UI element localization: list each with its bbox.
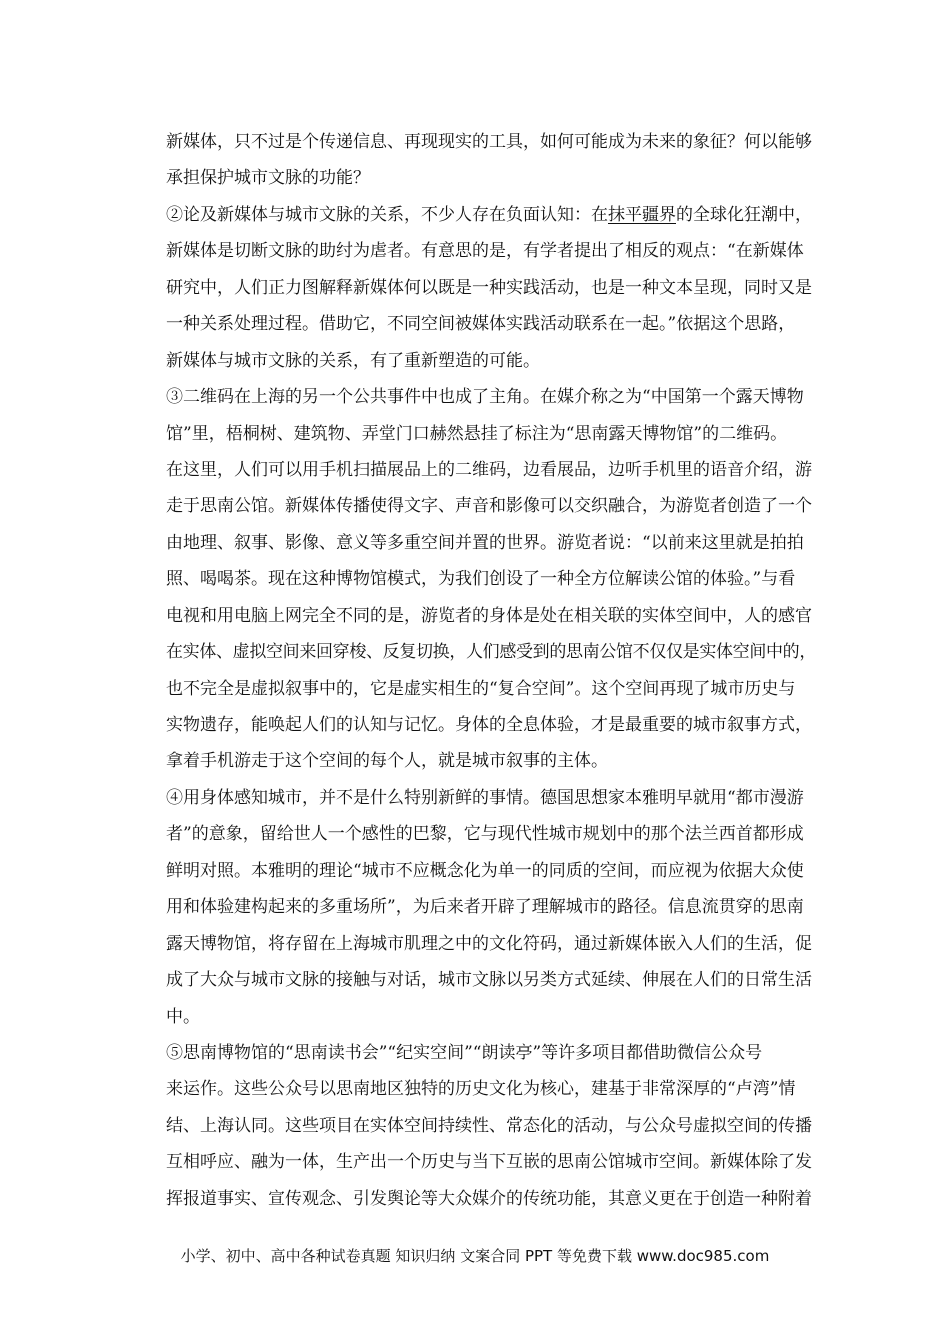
text-line: 用和体验建构起来的多重场所”，为后来者开辟了理解城市的路径。信息流贯穿的思南 [166, 897, 804, 918]
text-line: 鲜明对照。本雅明的理论“城市不应概念化为单一的同质的空间，而应视为依据大众使 [166, 860, 804, 881]
text-line: 电视和用电脑上网完全不同的是，游览者的身体是处在相关联的实体空间中，人的感官 [166, 605, 812, 626]
text-line: 照、喝喝茶。现在这种博物馆模式，为我们创设了一种全方位解读公馆的体验。”与看 [166, 569, 796, 590]
text-line: 拿着手机游走于这个空间的每个人，就是城市叙事的主体。 [166, 751, 608, 772]
text-line: 承担保护城市文脉的功能？ [166, 168, 370, 189]
text-line: 走于思南公馆。新媒体传播使得文字、声音和影像可以交织融合，为游览者创造了一个 [166, 496, 812, 517]
text-line: ⑤思南博物馆的“思南读书会”“纪实空间”“朗读亭”等许多项目都借助微信公众号 [166, 1042, 763, 1063]
text-line: 中。 [166, 1006, 200, 1027]
text-line [166, 197, 816, 233]
text-line: 来运作。这些公众号以思南地区独特的历史文化为核心，建基于非常深厚的“卢湾”情 [166, 1079, 796, 1100]
text-line: ④用身体感知城市，并不是什么特别新鲜的事情。德国思想家本雅明早就用“都市漫游 [166, 787, 804, 808]
text-line: 者”的意象，留给世人一个感性的巴黎，它与现代性城市规划中的那个法兰西首都形成 [166, 824, 804, 845]
text-line: 新媒体是切断文脉的助纣为虐者。有意思的是，有学者提出了相反的观点：“在新媒体 [166, 241, 804, 262]
text-line: 新媒体与城市文脉的关系，有了重新塑造的可能。 [166, 350, 540, 371]
article-body [166, 124, 816, 1217]
text-line: 在这里，人们可以用手机扫描展品上的二维码，边看展品，边听手机里的语音介绍，游 [166, 459, 812, 480]
text-line: 互相呼应、融为一体，生产出一个历史与当下互嵌的思南公馆城市空间。新媒体除了发 [166, 1152, 812, 1173]
underlined-term: 抹平疆界 [608, 204, 676, 225]
text-line: 一种关系处理过程。借助它，不同空间被媒体实践活动联系在一起。”依据这个思路， [166, 314, 796, 335]
text-line: 挥报道事实、宣传观念、引发舆论等大众媒介的传统功能，其意义更在于创造一种附着 [166, 1188, 812, 1209]
text-line: 研究中，人们正力图解释新媒体何以既是一种实践活动，也是一种文本呈现，同时又是 [166, 277, 812, 298]
text-segment: 的全球化狂潮中， [676, 204, 812, 225]
text-line: ③二维码在上海的另一个公共事件中也成了主角。在媒介称之为“中国第一个露天博物 [166, 387, 804, 408]
text-line: 在实体、虚拟空间来回穿梭、反复切换，人们感受到的思南公馆不仅仅是实体空间中的， [166, 642, 816, 663]
text-segment: ②论及新媒体与城市文脉的关系，不少人存在负面认知：在 [166, 204, 608, 225]
text-line: 成了大众与城市文脉的接触与对话，城市文脉以另类方式延续、伸展在人们的日常生活 [166, 970, 812, 991]
page-footer: 小学、初中、高中各种试卷真题 知识归纳 文案合同 PPT 等免费下载 www.doc985.com [180, 1247, 770, 1265]
text-line: 结、上海认同。这些项目在实体空间持续性、常态化的活动，与公众号虚拟空间的传播 [166, 1115, 812, 1136]
text-line: 实物遗存，能唤起人们的认知与记忆。身体的全息体验，才是最重要的城市叙事方式， [166, 715, 812, 735]
text-line: 馆”里，梧桐树、建筑物、弄堂门口赫然悬挂了标注为“思南露天博物馆”的二维码。 [166, 423, 788, 444]
text-line: 露天博物馆，将存留在上海城市肌理之中的文化符码，通过新媒体嵌入人们的生活，促 [166, 933, 812, 954]
text-line: 也不完全是虚拟叙事中的，它是虚实相生的“复合空间”。这个空间再现了城市历史与 [166, 678, 796, 699]
text-line: 新媒体，只不过是个传递信息、再现现实的工具，如何可能成为未来的象征？何以能够 [166, 132, 812, 152]
text-line: 由地理、叙事、影像、意义等多重空间并置的世界。游览者说：“以前来这里就是拍拍 [166, 532, 804, 553]
